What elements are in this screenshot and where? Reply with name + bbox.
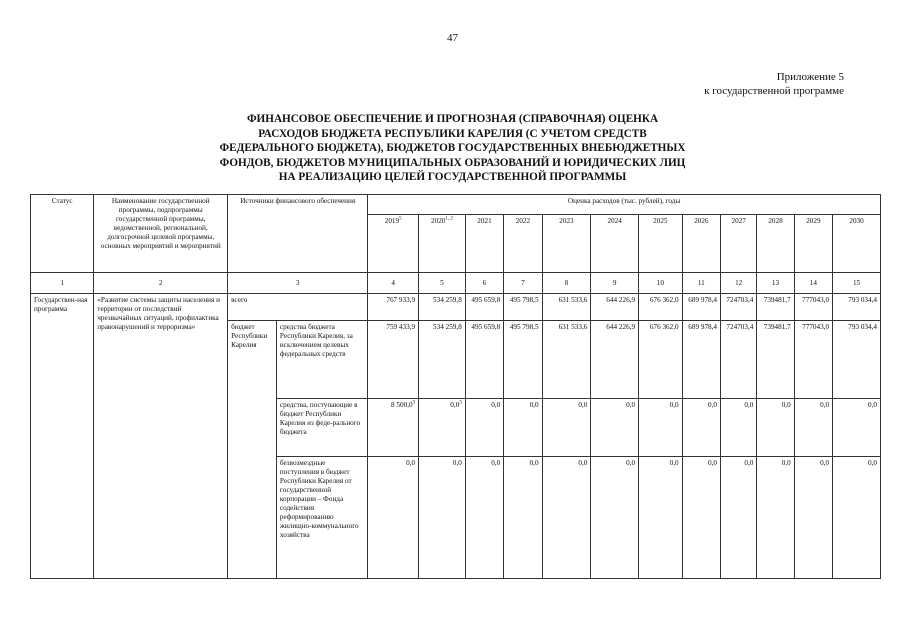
- column-number: 13: [757, 273, 794, 294]
- year-header: 2022: [504, 215, 542, 273]
- column-number: 1: [31, 273, 94, 294]
- value-cell: 676 362,0: [639, 294, 683, 321]
- document-title: [0, 112, 905, 185]
- year-header: 2025: [639, 215, 683, 273]
- year-header: 2021: [465, 215, 503, 273]
- value-cell: 0,0: [682, 457, 720, 579]
- value-cell: 534 259,8: [419, 321, 466, 399]
- value-cell: 689 978,4: [682, 294, 720, 321]
- year-header: 2020$^{1, 2}$: [419, 215, 466, 273]
- finance-table: [30, 194, 881, 579]
- value-cell: 0,0: [757, 457, 794, 579]
- column-number: 6: [465, 273, 503, 294]
- annex-heading: [704, 70, 844, 98]
- value-cell: 495 659,8: [465, 321, 503, 399]
- source-label: средства бюджета Республики Карелия, за исключением целевых федеральных средств: [276, 321, 367, 399]
- value-cell: 0,0: [419, 457, 466, 579]
- value-cell: 724703,4: [721, 294, 757, 321]
- annex-line-1: Приложение 5: [776, 71, 844, 83]
- value-cell: 0,0: [465, 457, 503, 579]
- year-header: 2028: [757, 215, 794, 273]
- header-name: Наименование государственной программы, подпрограммы государственной программы, ведомственной, региональной, долгосрочной целевой программы, основных мероприятий и мероприятий: [94, 195, 228, 273]
- value-cell: 0,0: [757, 399, 794, 457]
- value-cell: 631 533,6: [542, 321, 591, 399]
- value-cell: 0,0: [721, 457, 757, 579]
- value-cell: 759 433,9: [368, 321, 419, 399]
- title-line: ФИНАНСОВОЕ ОБЕСПЕЧЕНИЕ И ПРОГНОЗНАЯ (СПРАВОЧНАЯ) ОЦЕНКА: [246, 113, 659, 125]
- value-cell: 777043,0: [794, 294, 832, 321]
- value-cell: 0,0: [542, 399, 591, 457]
- value-cell: 0,0: [591, 399, 639, 457]
- column-number: 5: [419, 273, 466, 294]
- year-header: 2029: [794, 215, 832, 273]
- value-cell: 631 533,6: [542, 294, 591, 321]
- value-cell: 0,0: [504, 399, 542, 457]
- value-cell: 644 226,9: [591, 294, 639, 321]
- budget-label: бюджет Республики Карелия: [228, 321, 277, 579]
- value-cell: 0,0: [833, 399, 881, 457]
- column-number: 11: [682, 273, 720, 294]
- title-line: ФЕДЕРАЛЬНОГО БЮДЖЕТА), БЮДЖЕТОВ ГОСУДАРСТВЕННЫХ ВНЕБЮДЖЕТНЫХ: [219, 142, 686, 155]
- column-number: 4: [368, 273, 419, 294]
- value-cell: 793 034,4: [833, 321, 881, 399]
- column-number: 8: [542, 273, 591, 294]
- value-cell: 793 034,4: [833, 294, 881, 321]
- column-number: 2: [94, 273, 228, 294]
- value-cell: 0,0: [591, 457, 639, 579]
- year-header: 2030: [833, 215, 881, 273]
- source-label: безвозмездные поступления в бюджет Республики Карелия от государственной корпорации – Фонда содействия реформированию жилищно-коммунального хозяйства: [276, 457, 367, 579]
- title-line: НА РЕАЛИЗАЦИЮ ЦЕЛЕЙ ГОСУДАРСТВЕННОЙ ПРОГРАММЫ: [278, 171, 627, 184]
- value-cell: 724703,4: [721, 321, 757, 399]
- value-cell: 676 362,0: [639, 321, 683, 399]
- value-cell: 0,0: [682, 399, 720, 457]
- value-cell: 0,0: [465, 399, 503, 457]
- value-cell: 0,0: [721, 399, 757, 457]
- column-number: 15: [833, 273, 881, 294]
- value-cell: 495 659,8: [465, 294, 503, 321]
- program-status: Государствен-ная программа: [31, 294, 94, 579]
- value-cell: 644 226,9: [591, 321, 639, 399]
- value-cell: 767 933,9: [368, 294, 419, 321]
- header-estimate: Оценка расходов (тыс. рублей), годы: [368, 195, 881, 215]
- value-cell: 0,0: [794, 399, 832, 457]
- column-number: 10: [639, 273, 683, 294]
- value-cell: 0,0: [639, 457, 683, 579]
- value-cell: 689 978,4: [682, 321, 720, 399]
- header-status: Статус: [31, 195, 94, 273]
- program-name: «Развитие системы защиты населения и территории от последствий чрезвычайных ситуаций, профилактика правонарушений и терроризма»: [94, 294, 228, 579]
- value-cell: 495 798,5: [504, 321, 542, 399]
- header-sources: Источники финансового обеспечения: [228, 195, 368, 273]
- value-cell: 0,0: [504, 457, 542, 579]
- year-header: 2026: [682, 215, 720, 273]
- column-number: 9: [591, 273, 639, 294]
- column-number: 3: [228, 273, 368, 294]
- value-cell: 8 500,0$^3$: [368, 399, 419, 457]
- page-number: 47: [447, 32, 458, 44]
- value-cell: 534 259,8: [419, 294, 466, 321]
- year-header: 2024: [591, 215, 639, 273]
- value-cell: 739481,7: [757, 321, 794, 399]
- year-header: 2019$^5$: [368, 215, 419, 273]
- value-cell: 0,0: [794, 457, 832, 579]
- value-cell: 0,0: [542, 457, 591, 579]
- value-cell: 0,0: [833, 457, 881, 579]
- value-cell: $0,0^3$: [419, 399, 466, 457]
- value-cell: 0,0: [368, 457, 419, 579]
- column-number: 14: [794, 273, 832, 294]
- value-cell: 0,0: [639, 399, 683, 457]
- value-cell: 495 798,5: [504, 294, 542, 321]
- title-line: ФОНДОВ, БЮДЖЕТОВ МУНИЦИПАЛЬНЫХ ОБРАЗОВАНИЙ И ЮРИДИЧЕСКИХ ЛИЦ: [219, 156, 686, 169]
- value-cell: 739481,7: [757, 294, 794, 321]
- column-number: 7: [504, 273, 542, 294]
- title-line: РАСХОДОВ БЮДЖЕТА РЕСПУБЛИКИ КАРЕЛИЯ (С УЧЕТОМ СРЕДСТВ: [258, 127, 647, 140]
- annex-line-2: к государственной программе: [704, 85, 844, 97]
- source-label: средства, поступающие в бюджет Республики Карелия из феде-рального бюджета: [276, 399, 367, 457]
- value-cell: 777043,0: [794, 321, 832, 399]
- total-label: всего: [228, 294, 368, 321]
- year-header: 2023: [542, 215, 591, 273]
- year-header: 2027: [721, 215, 757, 273]
- column-number: 12: [721, 273, 757, 294]
